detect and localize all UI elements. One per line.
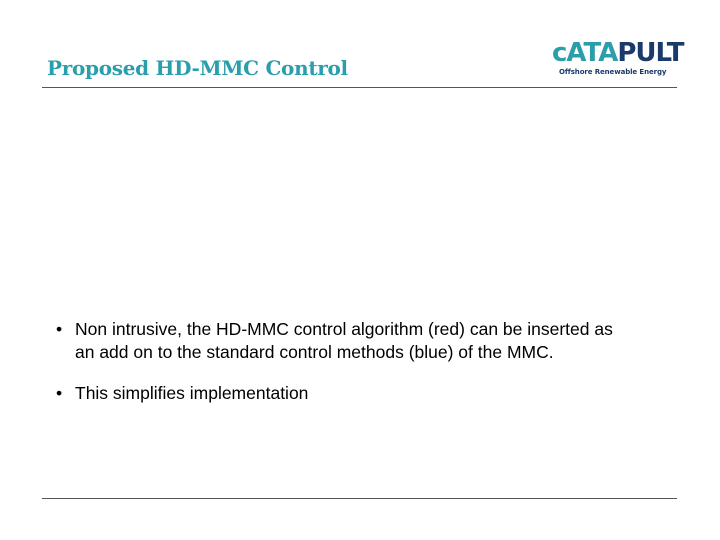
logo-subtitle: Offshore Renewable Energy [559,68,667,76]
bullet-item [56,382,616,405]
bullet-marker: • [56,383,63,403]
slide-title: Proposed HD-MMC Control [47,56,348,80]
bullet-text: Non intrusive, the HD-MMC control algorithm (red) can be inserted as an add on to the standard control methods (blue) of the MMC. [75,319,613,362]
catapult-logo [552,38,684,80]
logo-wordmark-cata: cATA [552,38,618,68]
bullet-item [56,318,616,363]
bullet-text: This simplifies implementation [75,383,309,403]
title-divider [42,87,677,88]
bullet-marker: • [56,319,63,339]
bullet-list [56,318,616,424]
footer-divider [42,498,677,499]
logo-wordmark [552,38,684,68]
logo-wordmark-pult: PULT [617,38,684,68]
